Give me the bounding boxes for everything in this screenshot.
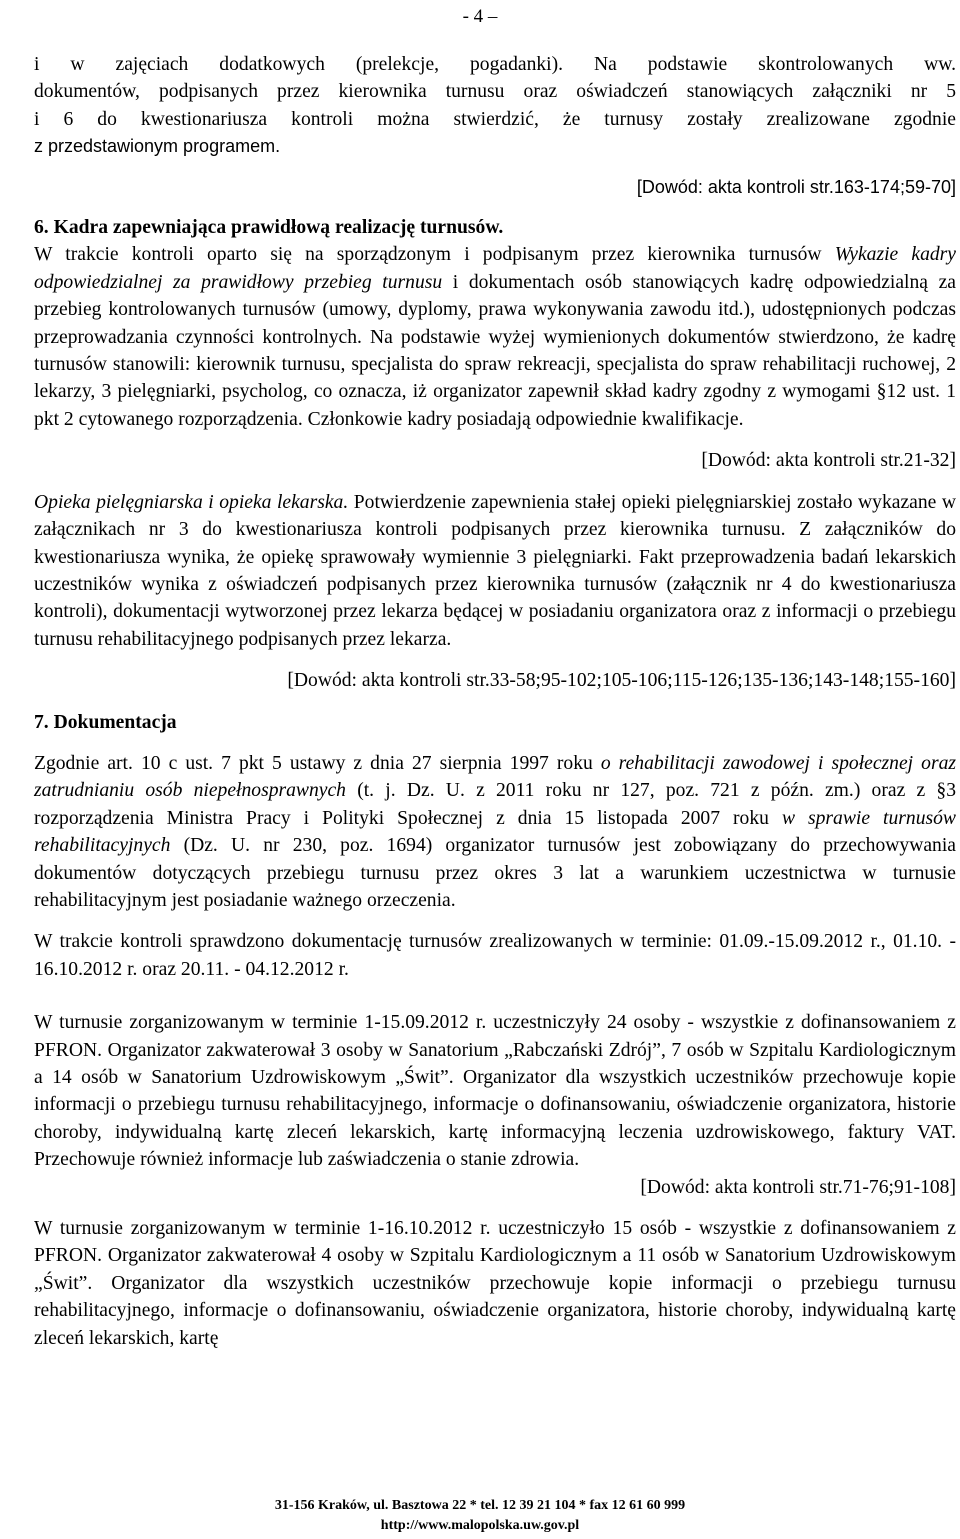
intro-line-4: z przedstawionym programem. — [34, 136, 281, 157]
opieka-title-italic: Opieka pielęgniarska i opieka lekarska. — [34, 491, 349, 513]
zgodnie-text-italic-1: o rehabilitacji zawodowej i społecznej oraz zatrudnianiu osób niepełnosprawnych — [34, 752, 956, 802]
zgodnie-text-italic-2: w sprawie turnusów rehabilitacyjnych — [34, 807, 956, 857]
opieka-text: Potwierdzenie zapewnienia stałej opieki pielęgniarskiej zostało wykazane w załącznikach nr 3 do kwestionariusza kontroli podpisanych przez kierownika turnusu. Z załączników do kwestionariusza wynika, że opiekę sprawowały wymiennie 3 pielęgniarki. Fakt przeprowadzenia badań lekarskich uczestników wynika z oświadczeń podpisanych przez kierownika turnusów (załącznik nr 4 do kwestionariusza kontroli), dokumentacji wytworzonej przez lekarza będącej w posiadaniu organizatora oraz z informacji o przebiegu turnusu rehabilitacyjnego podpisanych przez lekarza. — [34, 491, 957, 650]
zgodnie-text-5: (Dz. U. nr 230, poz. 1694) organizator turnusów jest zobowiązany do przechowywania dokumentów dotyczących przebiegu turnusu przez okres 3 lat a warunkiem uczestnictwa w turnusie rehabilitacyjnym jest posiadanie ważnego orzeczenia. — [34, 835, 956, 911]
footer-address: 31-156 Kraków, ul. Basztowa 22 * tel. 12 39 21 104 * fax 12 61 60 999 — [274, 1498, 686, 1513]
intro-line-1: i w zajęciach dodatkowych (prelekcje, pogadanki). Na podstawie skontrolowanych ww. — [34, 54, 956, 75]
evidence-reference-1: [Dowód: akta kontroli str.163-174;59-70] — [636, 176, 956, 197]
evidence-reference-2: [Dowód: akta kontroli str.21-32] — [701, 450, 956, 472]
kadra-text-3: i dokumentach osób stanowiących kadrę odpowiedzialną za przebieg kontrolowanych turnusów (umowy, dyplomy, prawa wykonywania zawodu itd.), udostępnionych podczas przeprowadzania czynności kontrolnych. — [34, 271, 956, 348]
intro-line-3: i 6 do kwestionariusza kontroli można stwierdzić, że turnusy zostały zrealizowane zgodnie — [34, 108, 956, 130]
evidence-reference-3: [Dowód: akta kontroli str.33-58;95-102;105-106;115-126;135-136;143-148;155-160] — [287, 670, 956, 692]
paragraph-intro — [34, 51, 956, 161]
section-heading-6: 6. Kadra zapewniająca prawidłową realizację turnusów. — [34, 217, 504, 239]
page-number: - 4 – — [462, 6, 498, 27]
paragraph-kadra — [34, 241, 956, 433]
evidence-reference-4: [Dowód: akta kontroli str.71-76;91-108] — [640, 1176, 956, 1198]
section-heading-7: 7. Dokumentacja — [34, 711, 177, 733]
kadra-text-italic: Wykazie kadry odpowiedzialnej za prawidłowy przebieg turnusu — [34, 244, 956, 293]
paragraph-opieka — [34, 489, 956, 653]
kadra-text-1: W trakcie kontroli oparto się na sporządzonym i podpisanym przez kierownika turnusów — [34, 244, 835, 266]
paragraph-turnus-wrzesien: W turnusie zorganizowanym w terminie 1-15.09.2012 r. uczestniczyły 24 osoby - wszystkie z dofinansowaniem z PFRON. Organizator zakwaterował 3 osoby w Sanatorium „Rabczański Zdrój”, 7 osób w Szpitalu Kardiologicznym a 14 osób w Sanatorium Uzdrowiskowym „Świt”. Organizator dla wszystkich uczestników przechowuje kopie informacji o przebiegu turnusu rehabilitacyjnego, informacje o dofinansowaniu, oświadczenie organizatora, historie choroby, indywidualną kartę zleceń lekarskich, kartę informacyjną leczenia uzdrowiskowego, faktury VAT. Przechowuje również informacje lub zaświadczenia o stanie zdrowia. — [34, 1012, 956, 1171]
kadra-text-4: Na podstawie wyżej wymienionych dokumentów stwierdzono, że kadrę turnusów stanowili: kierownik turnusu, specjalista do spraw rekreacji, specjalista do spraw rehabilitacji ruchowej, 2 lekarzy, 3 pielęgniarki, psycholog, co oznacza, iż organizator zapewnił skład kadry zgodny z wymogami §12 ust. 1 pkt 2 cytowanego rozporządzenia. Członkowie kadry posiadają odpowiednie kwalifikacje. — [34, 326, 956, 430]
page-content — [34, 51, 956, 1352]
intro-line-2: dokumentów, podpisanych przez kierownika turnusu oraz oświadczeń stanowiących załączniki nr 5 — [34, 81, 956, 103]
footer-url: http://www.malopolska.uw.gov.pl — [380, 1518, 580, 1533]
zgodnie-text-1: Zgodnie art. 10 c ust. 7 pkt 5 ustawy z dnia 27 sierpnia 1997 roku — [34, 752, 601, 774]
zgodnie-text-3: (t. j. Dz. U. z 2011 roku nr 127, poz. 721 z późn. zm.) oraz z §3 rozporządzenia Ministra Pracy i Polityki Społecznej z dnia 15 listopada 2007 roku — [34, 780, 956, 829]
paragraph-terminy: W trakcie kontroli sprawdzono dokumentację turnusów zrealizowanych w terminie: 01.09.-15.09.2012 r., 01.10. - 16.10.2012 r. oraz 20.11. - 04.12.2012 r. — [34, 931, 956, 980]
paragraph-zgodnie — [34, 750, 956, 914]
paragraph-turnus-pazdziernik: W turnusie zorganizowanym w terminie 1-16.10.2012 r. uczestniczyło 15 osób - wszystkie z dofinansowaniem z PFRON. Organizator zakwaterował 4 osoby w Szpitalu Kardiologicznym a 11 osób w Sanatorium Uzdrowiskowym „Świt”. Organizator dla wszystkich uczestników przechowuje kopie informacji o przebiegu turnusu rehabilitacyjnego, informacje o dofinansowaniu, oświadczenie organizatora, historie choroby, indywidualną kartę zleceń lekarskich, kartę — [34, 1218, 956, 1349]
